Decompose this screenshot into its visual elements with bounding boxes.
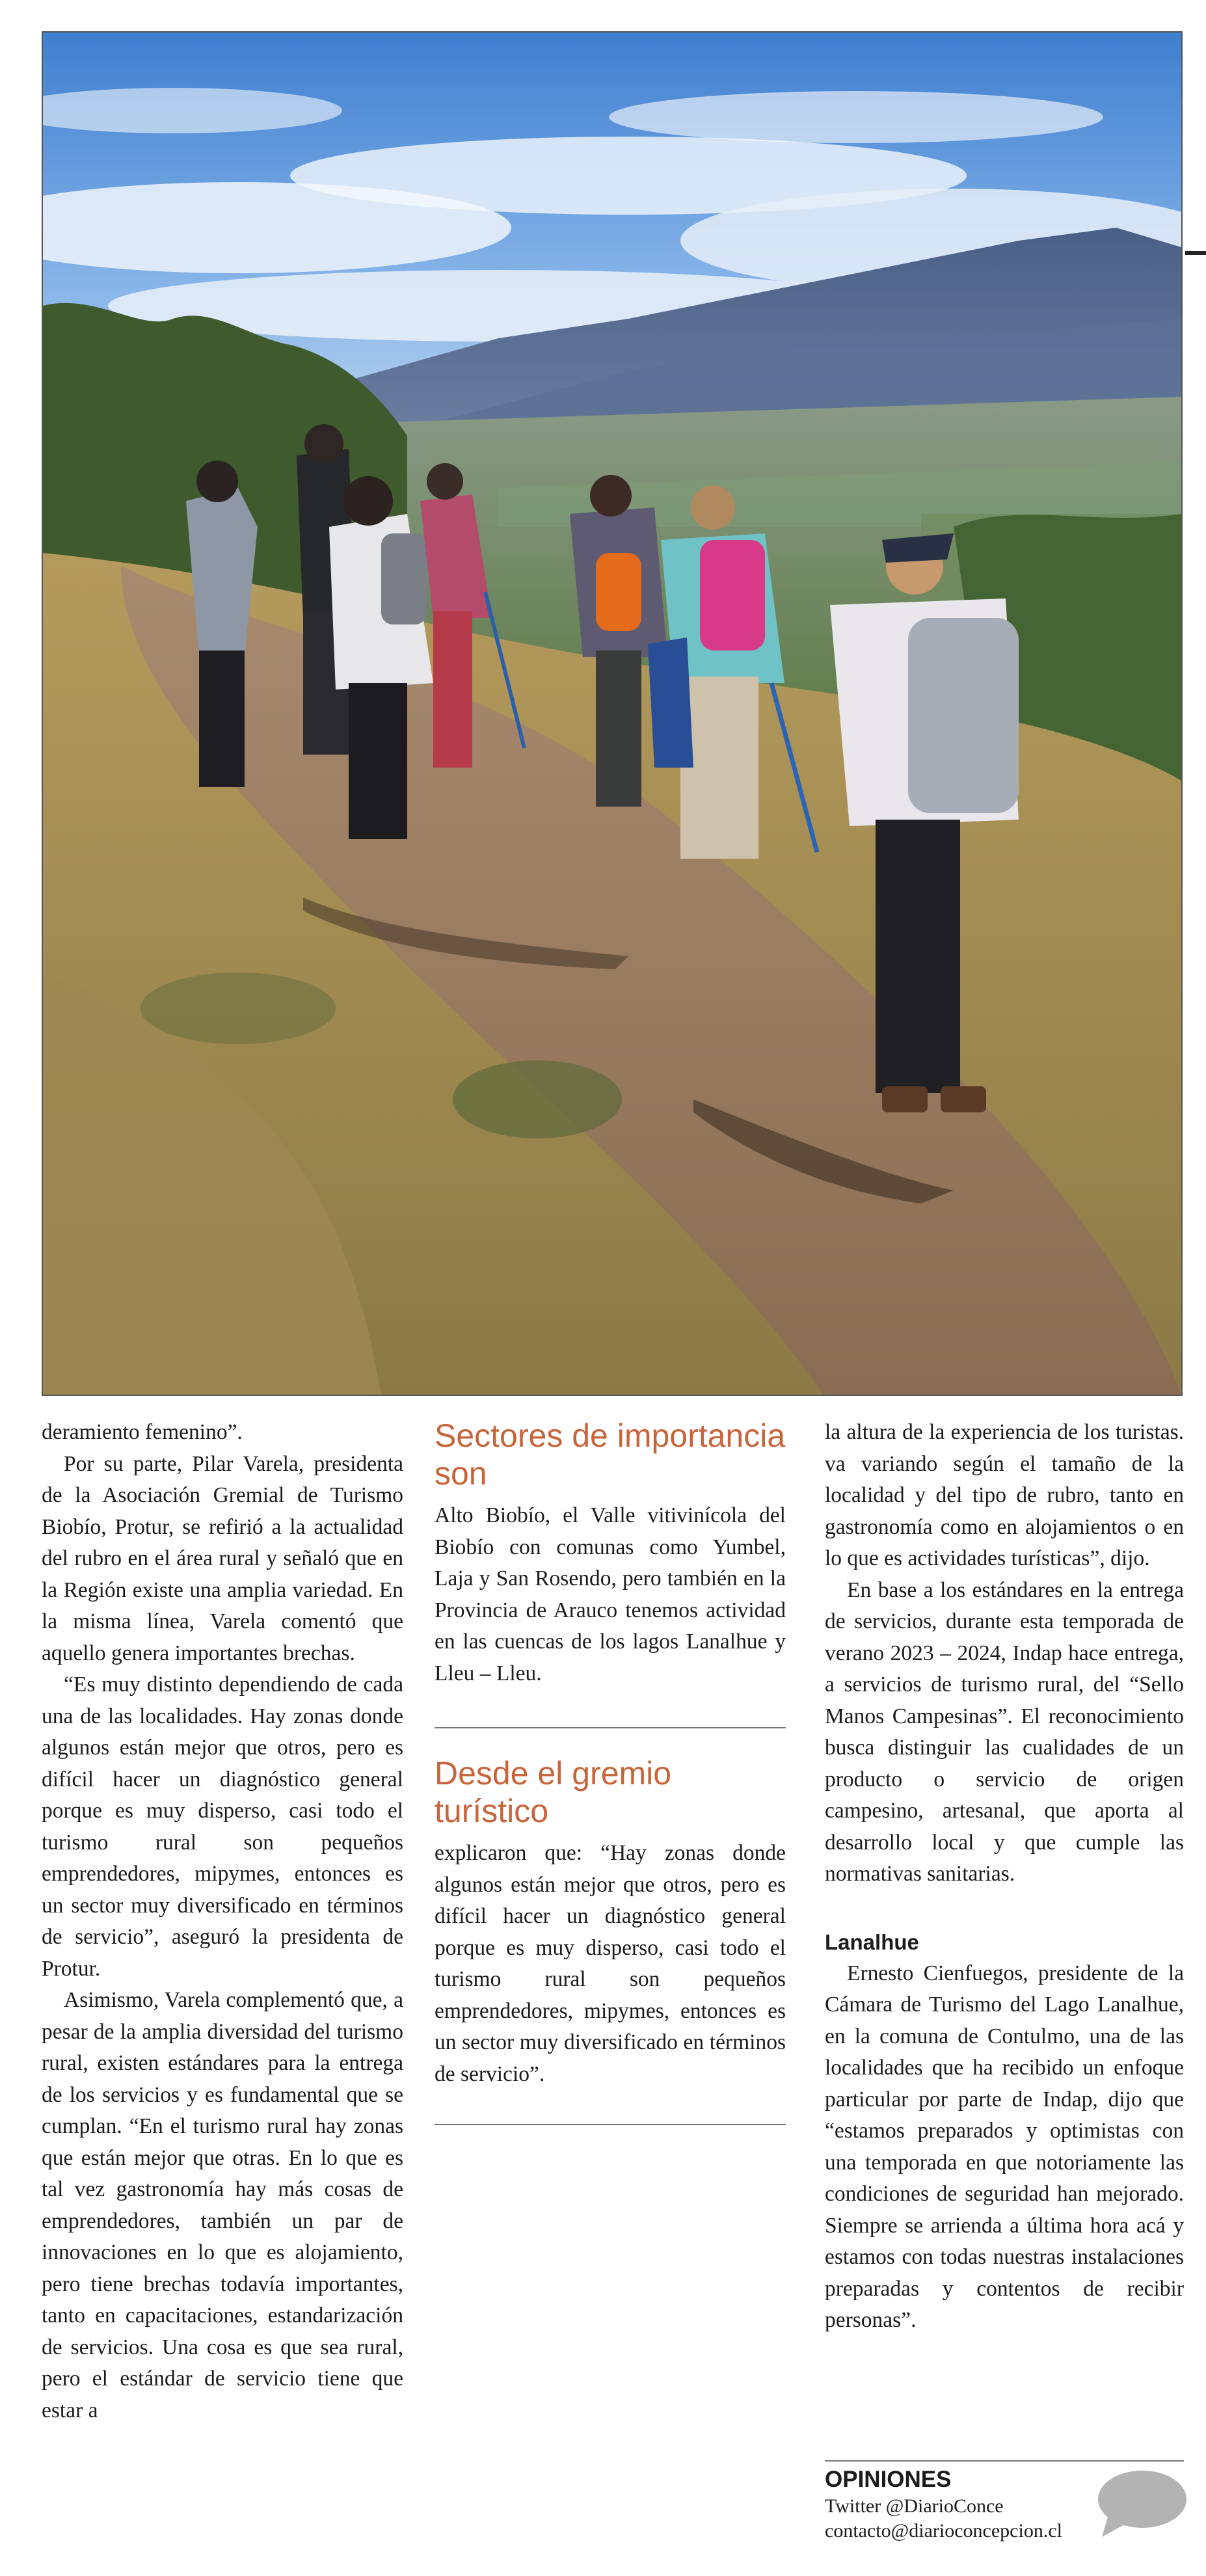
- paragraph: Por su parte, Pilar Varela, presidenta de la Asociación Gremial de Turismo Biobío, Protur, se refirió a la actualidad del rubro en el área rural y señaló que en la Región existe una amplia variedad. En la misma línea, Varela comentó que aquello genera importantes brechas.: [42, 1451, 403, 1665]
- sidebar-text: Alto Biobío, el Valle vitivinícola del Biobío con comunas como Yumbel, Laja y San Rosendo, pero también en la Provincia de Arauco tenemos actividad en las cuencas de los lagos Lanalhue y Lleu – Lleu.: [435, 1503, 786, 1685]
- contact-email[interactable]: contacto@diarioconcepcion.cl: [825, 2520, 1062, 2542]
- paragraph: En base a los estándares en la entrega de servicios, durante esta temporada de verano 2023 – 2024, Indap hace entrega, a servicios de turismo rural, del “Sello Manos Campesinas”. El reconocimiento busca distinguir las cualidades de un producto o servicio de origen campesino, artesanal, que aporta al desarrollo local y que cumple las normativas sanitarias.: [825, 1577, 1184, 1886]
- sidebar-title: Desde el gremio turístico: [435, 1755, 672, 1829]
- paragraph: deramiento femenino”.: [42, 1420, 243, 1444]
- section-subheading: Lanalhue: [825, 1929, 919, 1954]
- twitter-handle[interactable]: Twitter @DiarioConce: [825, 2495, 1004, 2517]
- divider: [435, 1727, 786, 1728]
- paragraph: “Es muy distinto dependiendo de cada una de las localidades. Hay zonas donde algunos están mejor que otros, pero es difícil hacer un diagnóstico general porque es muy disperso, casi todo el turismo rural son pequeños emprendedores, mipymes, entonces es un sector muy diversificado en términos de servicio”, aseguró la presidenta de Protur.: [42, 1672, 403, 1981]
- divider: [435, 2124, 786, 2125]
- paragraph: Asimismo, Varela complementó que, a pesar de la amplia diversidad del turismo rural, existen estándares para la entrega de los servicios y es fundamental que se cumplan. “En el turismo rural hay zonas que están mejor que otras. En lo que es tal vez gastronomía hay más cosas de emprendedores, también un par de innovaciones en lo que es alojamiento, pero tiene brechas todavía importantes, tanto en capacitaciones, estandarización de servicios. Una cosa es que sea rural, pero el estándar de servicio tiene que estar a: [42, 1988, 403, 2422]
- hiking-photo: [42, 31, 1183, 1396]
- sidebar-box-gremio: [435, 1754, 786, 2090]
- sidebar-text: explicaron que: “Hay zonas donde algunos están mejor que otros, pero es difícil hacer un diagnóstico general porque es muy disperso, casi todo el turismo rural son pequeños emprendedores, mipymes, entonces es un sector muy diversificado en términos de servicio”.: [435, 1841, 786, 2086]
- article-column-right: [825, 1417, 1184, 2337]
- sidebar-column: [435, 1417, 786, 2125]
- article-column-left: [42, 1417, 403, 2426]
- sidebar-title: Sectores de importancia son: [435, 1417, 786, 1492]
- speech-bubble-icon: [1097, 2469, 1188, 2544]
- paragraph: la altura de la experiencia de los turistas. va variando según el tamaño de la localidad y del tipo de rubro, tanto en gastronomía como en alojamientos o en lo que es actividades turísticas”, dijo.: [825, 1420, 1184, 1570]
- sidebar-box-sectores: [435, 1417, 786, 1689]
- edge-marker: [1185, 251, 1206, 255]
- divider: [825, 2460, 1184, 2462]
- opiniones-title: OPINIONES: [825, 2467, 952, 2492]
- paragraph: Ernesto Cienfuegos, presidente de la Cámara de Turismo del Lago Lanalhue, en la comuna de Contulmo, una de las localidades que ha recibido un enfoque particular por parte de Indap, dijo que “estamos preparados y optimistas con una temporada en que notoriamente las condiciones de seguridad han mejorado. Siempre se arrienda a última hora acá y estamos con todas nuestras instalaciones preparadas y contentos de recibir personas”.: [825, 1961, 1184, 2332]
